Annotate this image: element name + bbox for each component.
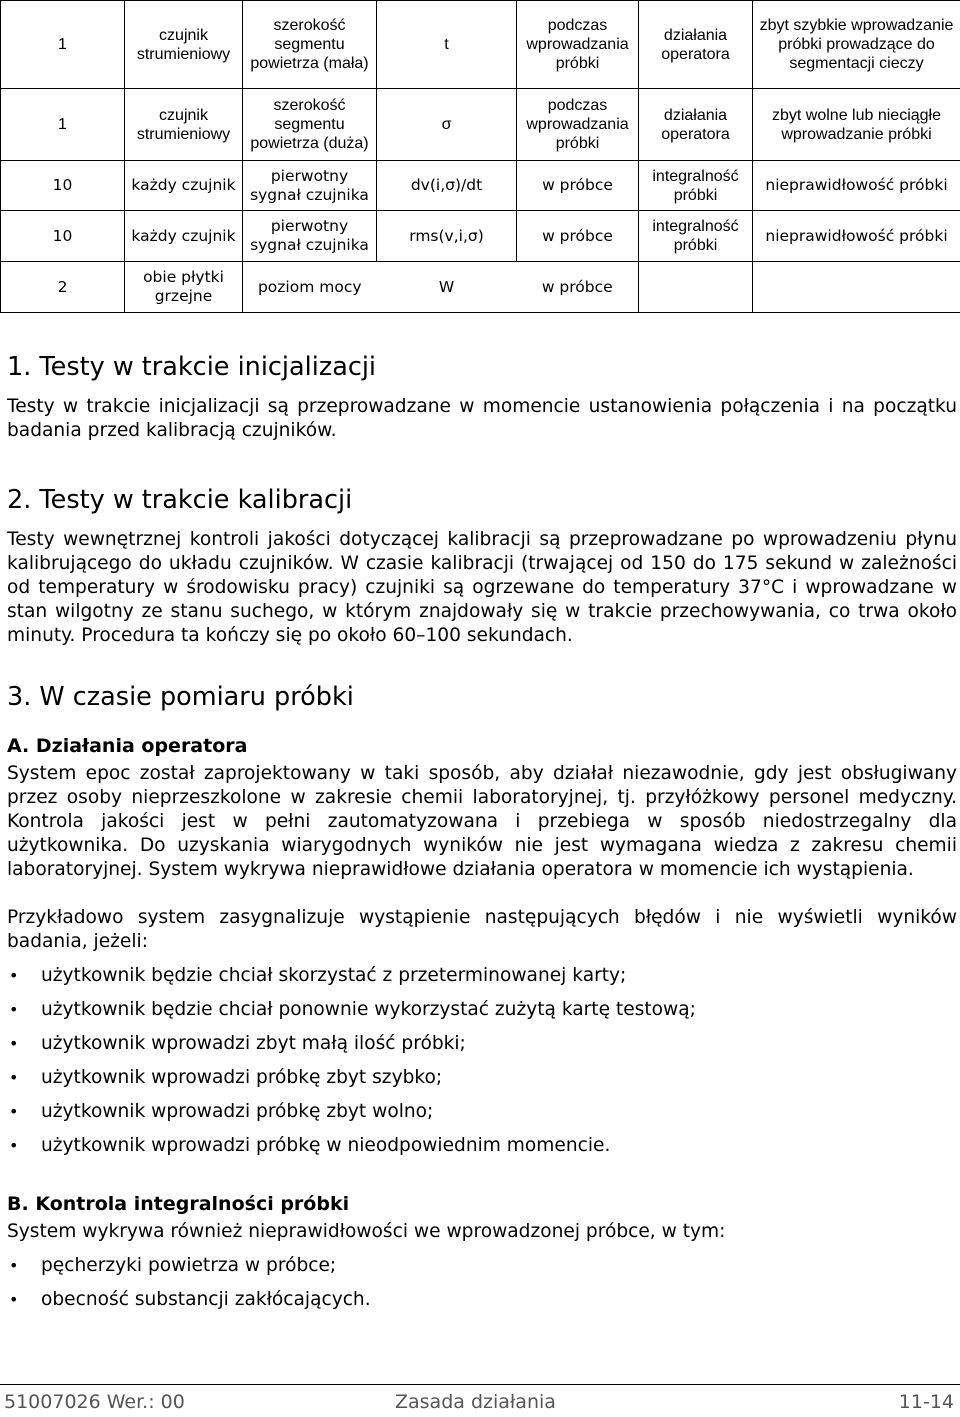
list-item-text: użytkownik wprowadzi próbkę zbyt szybko; [41, 1067, 442, 1088]
table-row [1, 211, 960, 262]
footer-doc-id: 51007026 Wer.: 00 [4, 1387, 185, 1417]
table-cell: 1 [1, 89, 125, 161]
table-cell: 2 [1, 262, 125, 313]
bullet-icon: • [9, 1100, 18, 1124]
section-initialization-tests [7, 352, 957, 443]
list-item [7, 1100, 957, 1124]
bullet-icon: • [9, 1066, 18, 1090]
bullet-icon: • [9, 1254, 18, 1278]
table-row [1, 262, 960, 313]
table-cell: szerokość segmentu powietrza (mała) [243, 1, 377, 89]
table-cell: pierwotny sygnał czujnika [243, 161, 377, 211]
table-row [1, 161, 960, 211]
subsection-operator-actions [7, 734, 957, 1158]
table-cell: każdy czujnik [125, 211, 243, 262]
section-heading: 3. W czasie pomiaru próbki [7, 682, 957, 712]
table-cell: W [377, 262, 517, 313]
table-cell: w próbce [517, 262, 639, 313]
section-heading: 2. Testy w trakcie kalibracji [7, 485, 957, 515]
section-heading: 1. Testy w trakcie inicjalizacji [7, 352, 957, 382]
table-cell: obie płytki grzejne [125, 262, 243, 313]
paragraph: Przykładowo system zasygnalizuje wystąpienie następujących błędów i nie wyświetli wyników badania, jeżeli: [7, 906, 957, 954]
table-cell: szerokość segmentu powietrza (duża) [243, 89, 377, 161]
table-cell: w próbce [517, 161, 639, 211]
table-cell [753, 262, 960, 313]
list-item-text: obecność substancji zakłócających. [41, 1289, 371, 1310]
table-cell: integralność próbki [639, 161, 753, 211]
list-item [7, 964, 957, 988]
table-cell: nieprawidłowość próbki [753, 211, 960, 262]
footer-title: Zasada działania [395, 1387, 556, 1417]
list-item-text: użytkownik wprowadzi próbkę zbyt wolno; [41, 1101, 433, 1122]
table-cell: 10 [1, 211, 125, 262]
table-row [1, 89, 960, 161]
table-cell: nieprawidłowość próbki [753, 161, 960, 211]
table-cell: integralność próbki [639, 211, 753, 262]
list-item [7, 1288, 957, 1312]
list-item-text: pęcherzyki powietrza w próbce; [41, 1255, 336, 1276]
bullet-icon: • [9, 998, 18, 1022]
table-cell: działania operatora [639, 1, 753, 89]
table-cell: 1 [1, 1, 125, 89]
table-cell: w próbce [517, 211, 639, 262]
subsection-sample-integrity [7, 1192, 957, 1312]
list-item [7, 1066, 957, 1090]
table-cell: dv(i,σ)/dt [377, 161, 517, 211]
subsection-heading: B. Kontrola integralności próbki [7, 1192, 957, 1216]
bullet-icon: • [9, 1288, 18, 1312]
document-body [7, 340, 957, 1322]
integrity-list [7, 1254, 957, 1312]
table-cell: każdy czujnik [125, 161, 243, 211]
bullet-icon: • [9, 1134, 18, 1158]
list-item [7, 1032, 957, 1056]
paragraph: Testy wewnętrznej kontroli jakości dotyczącej kalibracji są przeprowadzane po wprowadzeniu płynu kalibrującego do układu czujników. W czasie kalibracji (trwającej od 150 do 175 sekund w zależności od temperatury w środowisku pracy) czujniki są ogrzewane do temperatury 37°C i wprowadzane w stan wilgotny ze stanu suchego, w którym znajdowały się w trakcie przechowywania, co trwa około minuty. Procedura ta kończy się po około 60–100 sekundach. [7, 528, 957, 648]
table-cell: zbyt szybkie wprowadzanie próbki prowadzące do segmentacji cieczy [753, 1, 960, 89]
list-item-text: użytkownik wprowadzi próbkę w nieodpowiednim momencie. [41, 1135, 610, 1156]
bullet-icon: • [9, 964, 18, 988]
table-cell [639, 262, 753, 313]
bullet-icon: • [9, 1032, 18, 1056]
table-cell: podczas wprowadzania próbki [517, 89, 639, 161]
section-sample-measurement [7, 682, 957, 712]
list-item [7, 1134, 957, 1158]
table-cell: podczas wprowadzania próbki [517, 1, 639, 89]
table-row [1, 1, 960, 89]
table-cell: 10 [1, 161, 125, 211]
list-item-text: użytkownik będzie chciał ponownie wykorzystać zużytą kartę testową; [41, 999, 696, 1020]
list-item [7, 998, 957, 1022]
qc-table [0, 0, 960, 313]
table-cell: σ [377, 89, 517, 161]
table-cell: poziom mocy [243, 262, 377, 313]
list-item [7, 1254, 957, 1278]
page-footer [0, 1384, 960, 1415]
paragraph: System wykrywa również nieprawidłowości we wprowadzonej próbce, w tym: [7, 1220, 957, 1244]
section-calibration-tests [7, 485, 957, 648]
table-cell: zbyt wolne lub nieciągłe wprowadzanie próbki [753, 89, 960, 161]
paragraph: Testy w trakcie inicjalizacji są przeprowadzane w momencie ustanowienia połączenia i na początku badania przed kalibracją czujników. [7, 395, 957, 443]
subsection-heading: A. Działania operatora [7, 734, 957, 758]
table-cell: działania operatora [639, 89, 753, 161]
list-item-text: użytkownik wprowadzi zbyt małą ilość próbki; [41, 1033, 466, 1054]
list-item-text: użytkownik będzie chciał skorzystać z przeterminowanej karty; [41, 965, 626, 986]
table-cell: pierwotny sygnał czujnika [243, 211, 377, 262]
error-list [7, 964, 957, 1158]
footer-page-number: 11-14 [899, 1387, 954, 1417]
table-cell: czujnik strumieniowy [125, 1, 243, 89]
table-cell: czujnik strumieniowy [125, 89, 243, 161]
table-cell: rms(v,i,σ) [377, 211, 517, 262]
paragraph: System epoc został zaprojektowany w taki sposób, aby działał niezawodnie, gdy jest obsługiwany przez osoby nieprzeszkolone w zakresie chemii laboratoryjnej, tj. przyłóżkowy personel medyczny. Kontrola jakości jest w pełni zautomatyzowana i przebiega w sposób niedostrzegalny dla użytkownika. Do uzyskania wiarygodnych wyników nie jest wymagana wiedza z zakresu chemii laboratoryjnej. System wykrywa nieprawidłowe działania operatora w momencie ich wystąpienia. [7, 762, 957, 882]
table-cell: t [377, 1, 517, 89]
